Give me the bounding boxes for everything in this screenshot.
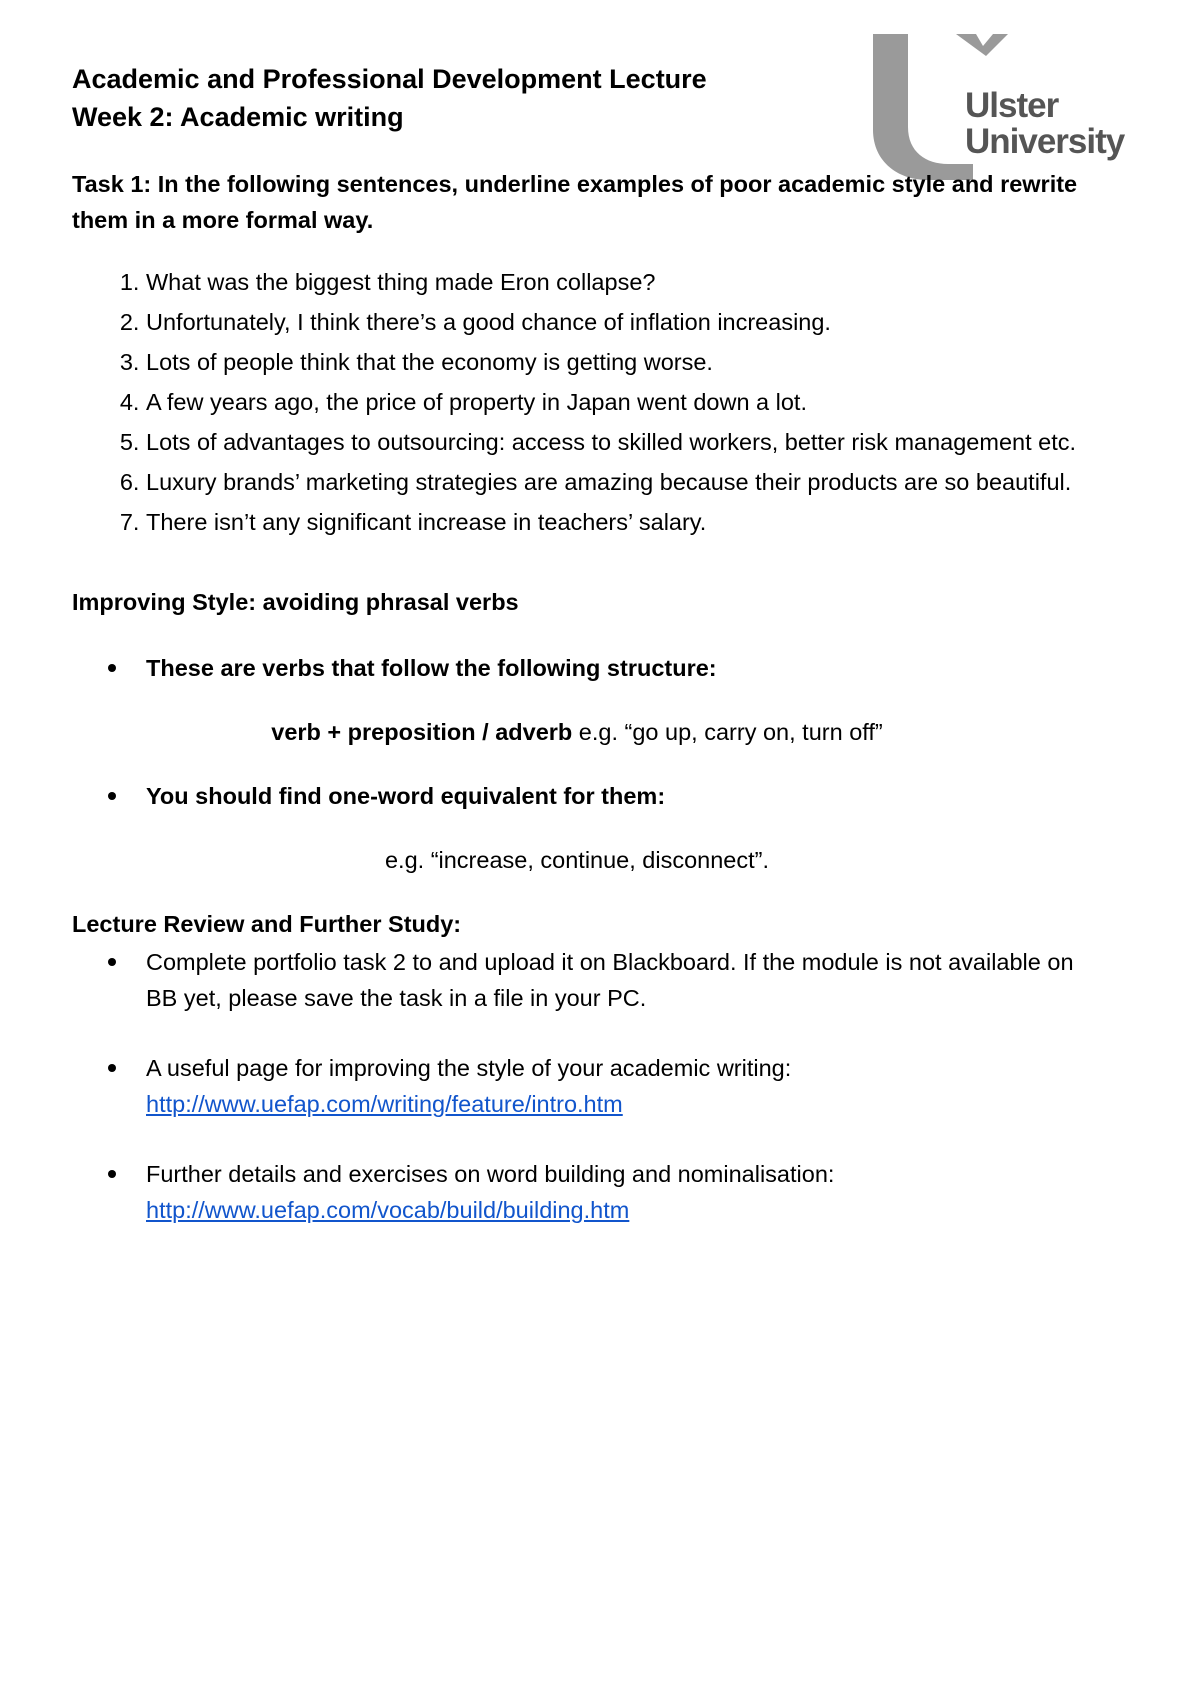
phrasal-verbs-heading: Improving Style: avoiding phrasal verbs: [72, 589, 519, 615]
bullet-text: A useful page for improving the style of your academic writing:: [146, 1055, 792, 1081]
document-content: [72, 60, 1082, 1228]
sentence-item: 1. What was the biggest thing made Eron collapse?: [146, 262, 1082, 302]
equivalents-line: e.g. “increase, continue, disconnect”.: [384, 847, 770, 873]
task1-sentence-list: [72, 262, 1082, 542]
review-heading: Lecture Review and Further Study:: [72, 911, 462, 937]
bullet-icon: [108, 664, 116, 672]
document-title-line1: Academic and Professional Development Lecture: [72, 64, 707, 94]
sentence-item: 3. Lots of people think that the economy is getting worse.: [146, 342, 1082, 382]
phrasal-verbs-bullet-equivalent: [72, 778, 1082, 814]
review-item-style-page: [72, 1050, 1082, 1122]
structure-formula: verb + preposition / adverb: [271, 719, 573, 745]
bullet-icon: [108, 1064, 116, 1072]
task1-instruction: Task 1: In the following sentences, underline examples of poor academic style and rewrite them in a more formal way.: [72, 171, 1078, 233]
bullet-icon: [108, 958, 116, 966]
bullet-text: These are verbs that follow the following structure:: [146, 655, 717, 681]
sentence-item: 4. A few years ago, the price of property in Japan went down a lot.: [146, 382, 1082, 422]
sentence-item: 6. Luxury brands’ marketing strategies are amazing because their products are so beautiful.: [146, 462, 1082, 502]
bullet-text: Further details and exercises on word building and nominalisation:: [146, 1161, 835, 1187]
review-item-portfolio: [72, 944, 1082, 1016]
bullet-text: Complete portfolio task 2 to and upload it on Blackboard. If the module is not available on BB yet, please save the task in a file in your PC.: [146, 949, 1074, 1011]
logo-line-university: University: [965, 122, 1125, 161]
uefap-writing-link[interactable]: http://www.uefap.com/writing/feature/intro.htm: [146, 1091, 623, 1117]
sentence-item: 5. Lots of advantages to outsourcing: access to skilled workers, better risk management etc.: [146, 422, 1082, 462]
document-title-line2: Week 2: Academic writing: [72, 102, 404, 132]
phrasal-verbs-bullet-structure: [72, 650, 1082, 686]
uefap-vocab-link[interactable]: http://www.uefap.com/vocab/build/building.htm: [146, 1197, 630, 1223]
sentence-item: 7. There isn’t any significant increase in teachers’ salary.: [146, 502, 1082, 542]
review-item-word-building: [72, 1156, 1082, 1228]
sentence-item: 2. Unfortunately, I think there’s a good chance of inflation increasing.: [146, 302, 1082, 342]
bullet-icon: [108, 1170, 116, 1178]
bullet-icon: [108, 792, 116, 800]
logo-line-ulster: Ulster: [965, 86, 1059, 125]
structure-example: e.g. “go up, carry on, turn off”: [572, 719, 883, 745]
structure-line: [72, 714, 1082, 750]
bullet-text: You should find one-word equivalent for them:: [146, 783, 666, 809]
